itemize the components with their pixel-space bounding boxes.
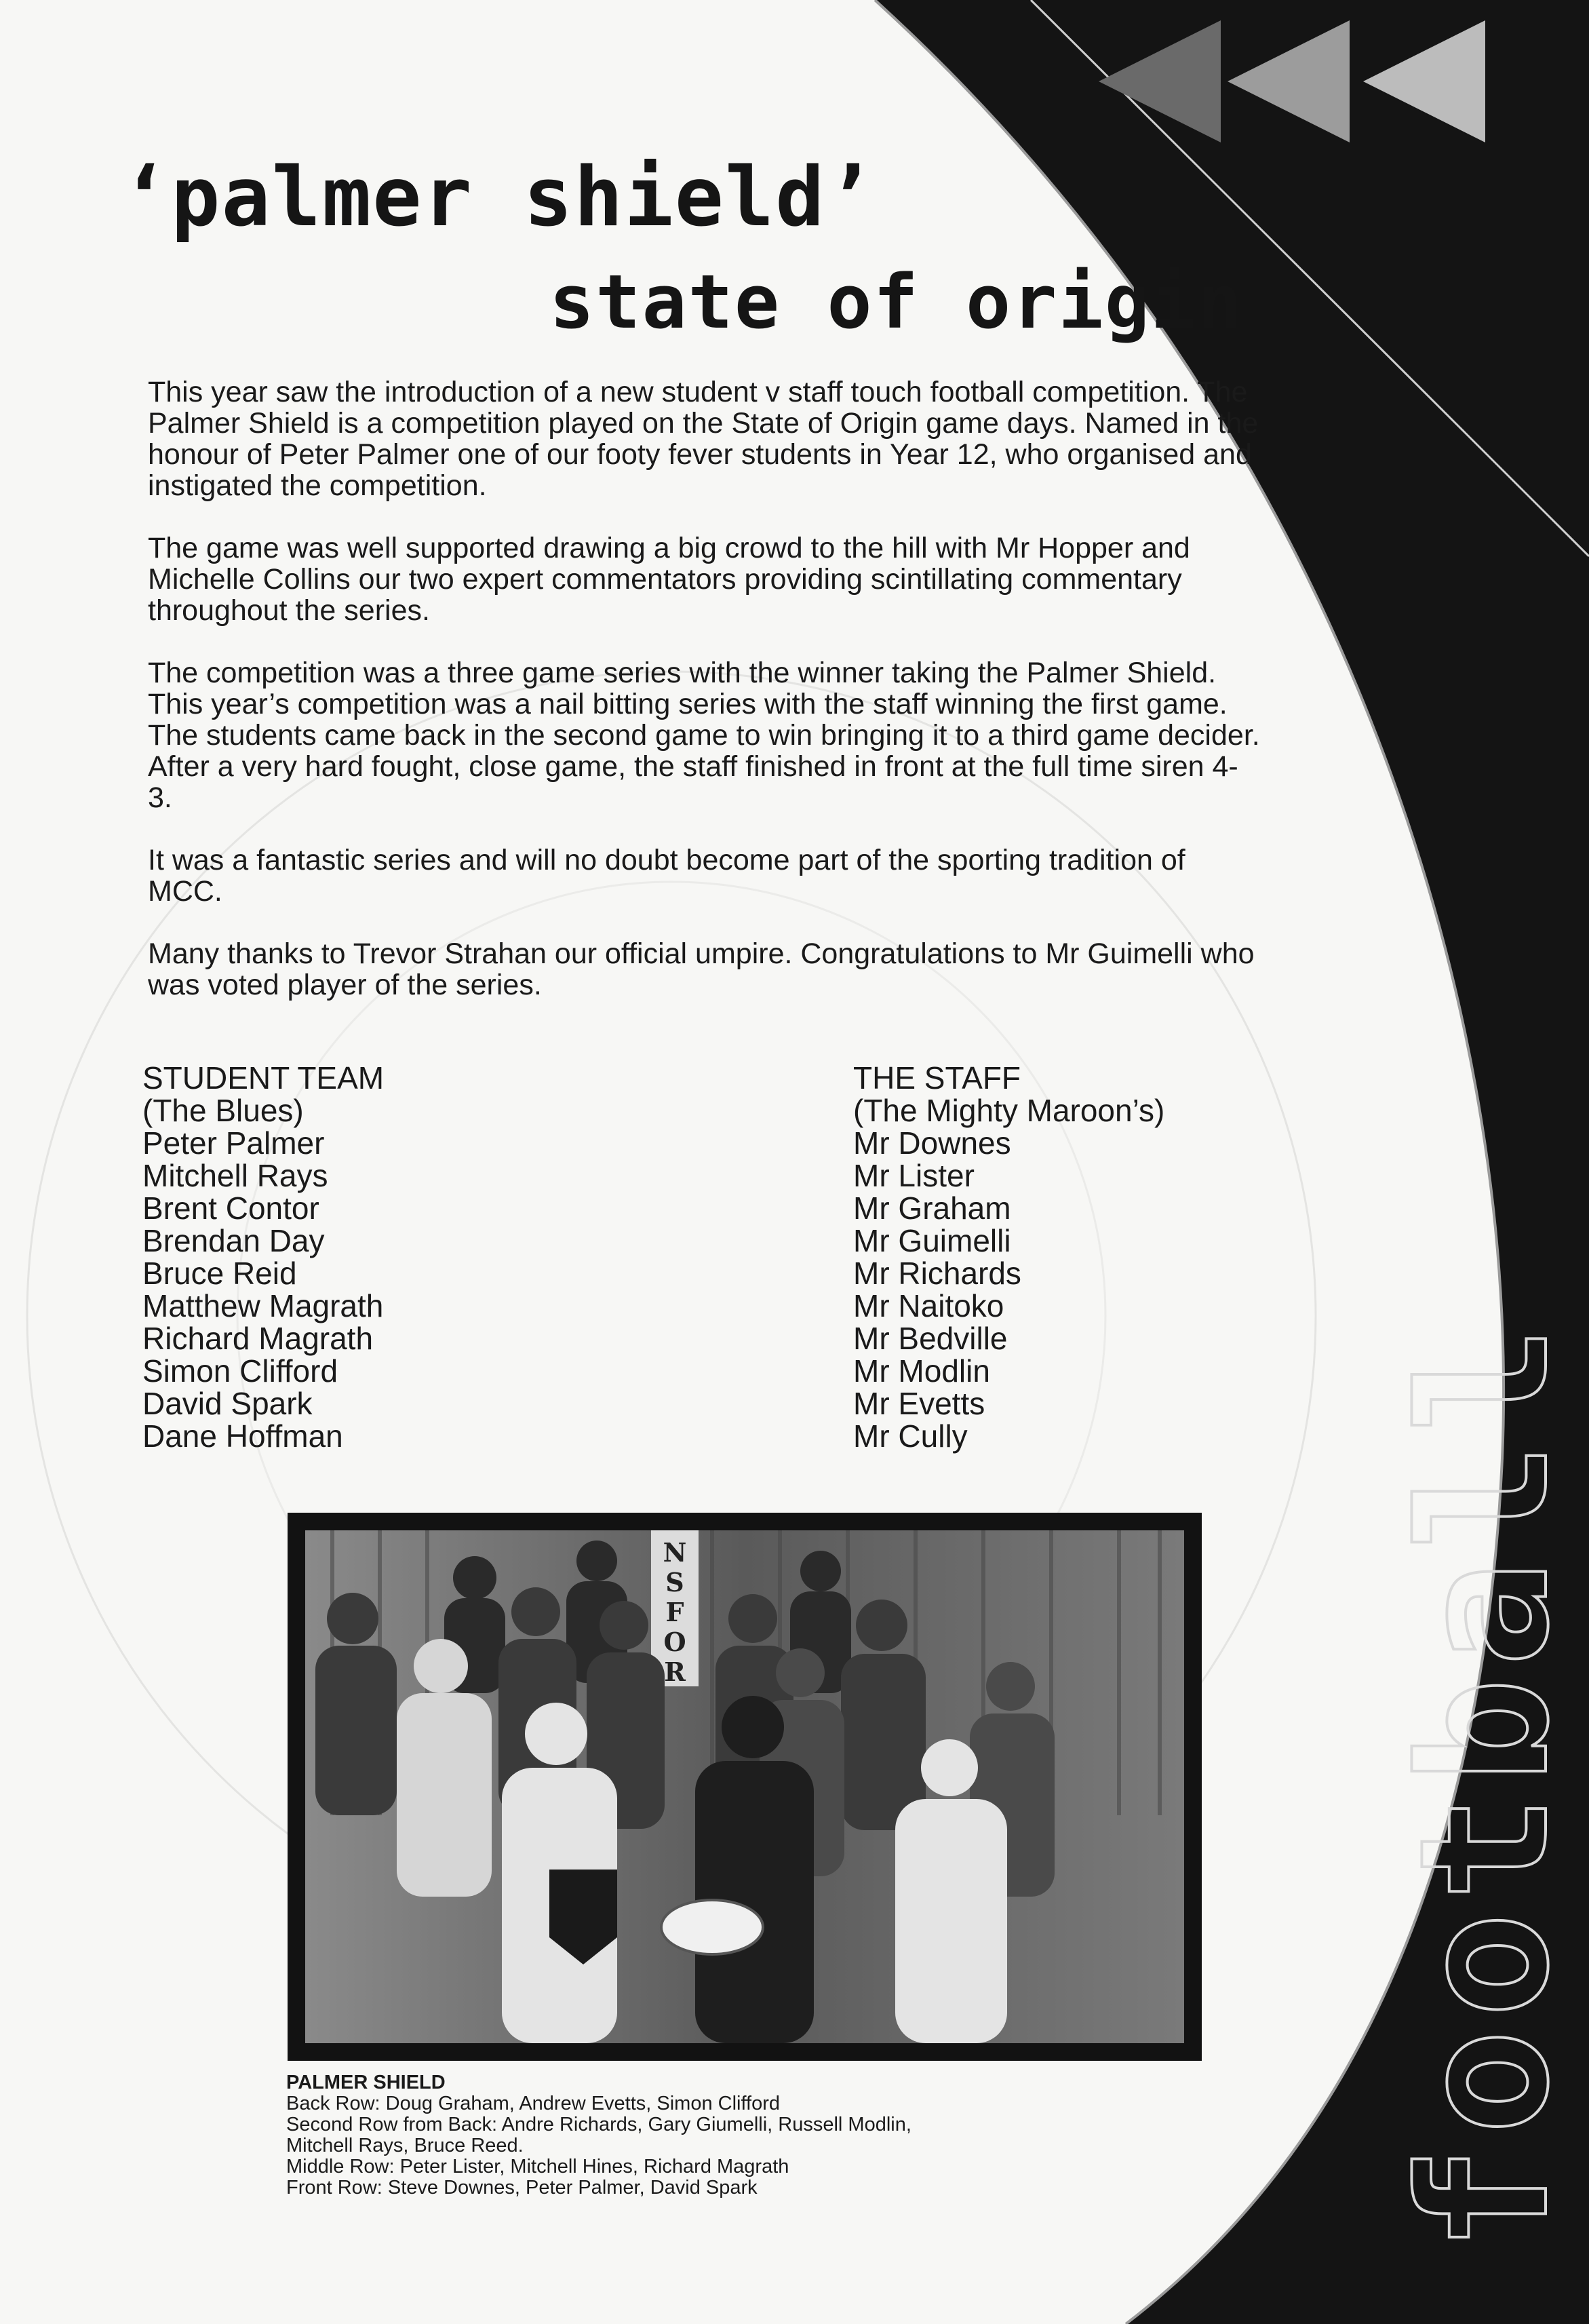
team-member: Mr Naitoko <box>853 1288 1004 1323</box>
paragraph: It was a fantastic series and will no doubt become part of the sporting tradition of MCC. <box>148 844 1185 908</box>
team-member: Dane Hoffman <box>142 1418 343 1454</box>
football-icon <box>661 1900 763 1954</box>
side-word-football: football <box>1383 1315 1588 2252</box>
team-member: Matthew Magrath <box>142 1288 384 1323</box>
arrow-dark-icon <box>1099 20 1221 142</box>
paragraph: The game was well supported drawing a big crowd to the hill with Mr Hopper and Michelle Collins our two expert commentators providing scintillating commentary throughout the series. <box>148 532 1190 627</box>
paragraph: The competition was a three game series with the winner taking the Palmer Shield. This year’s competition was a nail bitting series with the staff winning the first game. The students came back in the second game to win bringing it to a third game decider. After a very hard fought, close game, the staff finished in front at the full time siren 4-3. <box>148 657 1260 814</box>
team-member: Mitchell Rays <box>142 1158 328 1193</box>
team-member: Simon Clifford <box>142 1353 338 1389</box>
banner-letter: O <box>663 1627 686 1657</box>
team-subheading: (The Mighty Maroon’s) <box>853 1093 1165 1128</box>
team-member: Mr Cully <box>853 1418 968 1454</box>
caption-line: Back Row: Doug Graham, Andrew Evetts, Simon Clifford <box>286 2093 780 2114</box>
team-member: Peter Palmer <box>142 1125 325 1161</box>
team-photo <box>305 1530 1184 2043</box>
paragraph: Many thanks to Trevor Strahan our official umpire. Congratulations to Mr Guimelli who was voted player of the series. <box>148 937 1255 1001</box>
team-member: David Spark <box>142 1386 313 1421</box>
team-member: Mr Downes <box>853 1125 1011 1161</box>
team-member: Brendan Day <box>142 1223 325 1258</box>
team-member: Mr Graham <box>853 1190 1011 1226</box>
photo-caption <box>286 2072 911 2199</box>
caption-title: PALMER SHIELD <box>286 2072 446 2093</box>
team-member: Mr Lister <box>853 1158 975 1193</box>
arrow-mid-icon <box>1228 20 1350 142</box>
banner-letter: F <box>665 1597 684 1627</box>
rewind-arrows-icon <box>1099 20 1573 149</box>
page-subtitle: state of origin <box>549 258 1244 345</box>
team-heading: THE STAFF <box>853 1060 1021 1096</box>
article-body <box>148 376 1260 1032</box>
page-title: ‘palmer shield’ <box>121 151 876 245</box>
team-member: Mr Evetts <box>853 1386 985 1421</box>
staff-team-list <box>853 1062 1164 1452</box>
team-member: Mr Bedville <box>853 1321 1008 1356</box>
team-member: Mr Richards <box>853 1256 1021 1291</box>
banner-letter: R <box>664 1657 686 1687</box>
student-team-list <box>142 1062 384 1452</box>
team-member: Mr Modlin <box>853 1353 990 1389</box>
caption-line: Mitchell Rays, Bruce Reed. <box>286 2135 524 2156</box>
team-member: Bruce Reid <box>142 1256 297 1291</box>
team-member: Richard Magrath <box>142 1321 374 1356</box>
team-heading: STUDENT TEAM <box>142 1060 385 1096</box>
team-photo-frame <box>288 1513 1202 2061</box>
caption-line: Second Row from Back: Andre Richards, Gary Giumelli, Russell Modlin, <box>286 2114 911 2135</box>
caption-line: Front Row: Steve Downes, Peter Palmer, David Spark <box>286 2177 758 2199</box>
banner-letter: N <box>663 1537 687 1568</box>
team-photo-illustration <box>305 1530 1184 2043</box>
paragraph: This year saw the introduction of a new student v staff touch football competition. The Palmer Shield is a competition played on the State of Origin game days. Named in the honour of Peter Palmer one of our footy fever students in Year 12, who organised and instigated the competition. <box>148 376 1259 502</box>
caption-line: Middle Row: Peter Lister, Mitchell Hines, Richard Magrath <box>286 2156 789 2177</box>
team-subheading: (The Blues) <box>142 1093 304 1128</box>
arrow-light-icon <box>1363 20 1485 142</box>
team-member: Brent Contor <box>142 1190 319 1226</box>
team-member: Mr Guimelli <box>853 1223 1011 1258</box>
banner-letter: S <box>665 1567 684 1597</box>
